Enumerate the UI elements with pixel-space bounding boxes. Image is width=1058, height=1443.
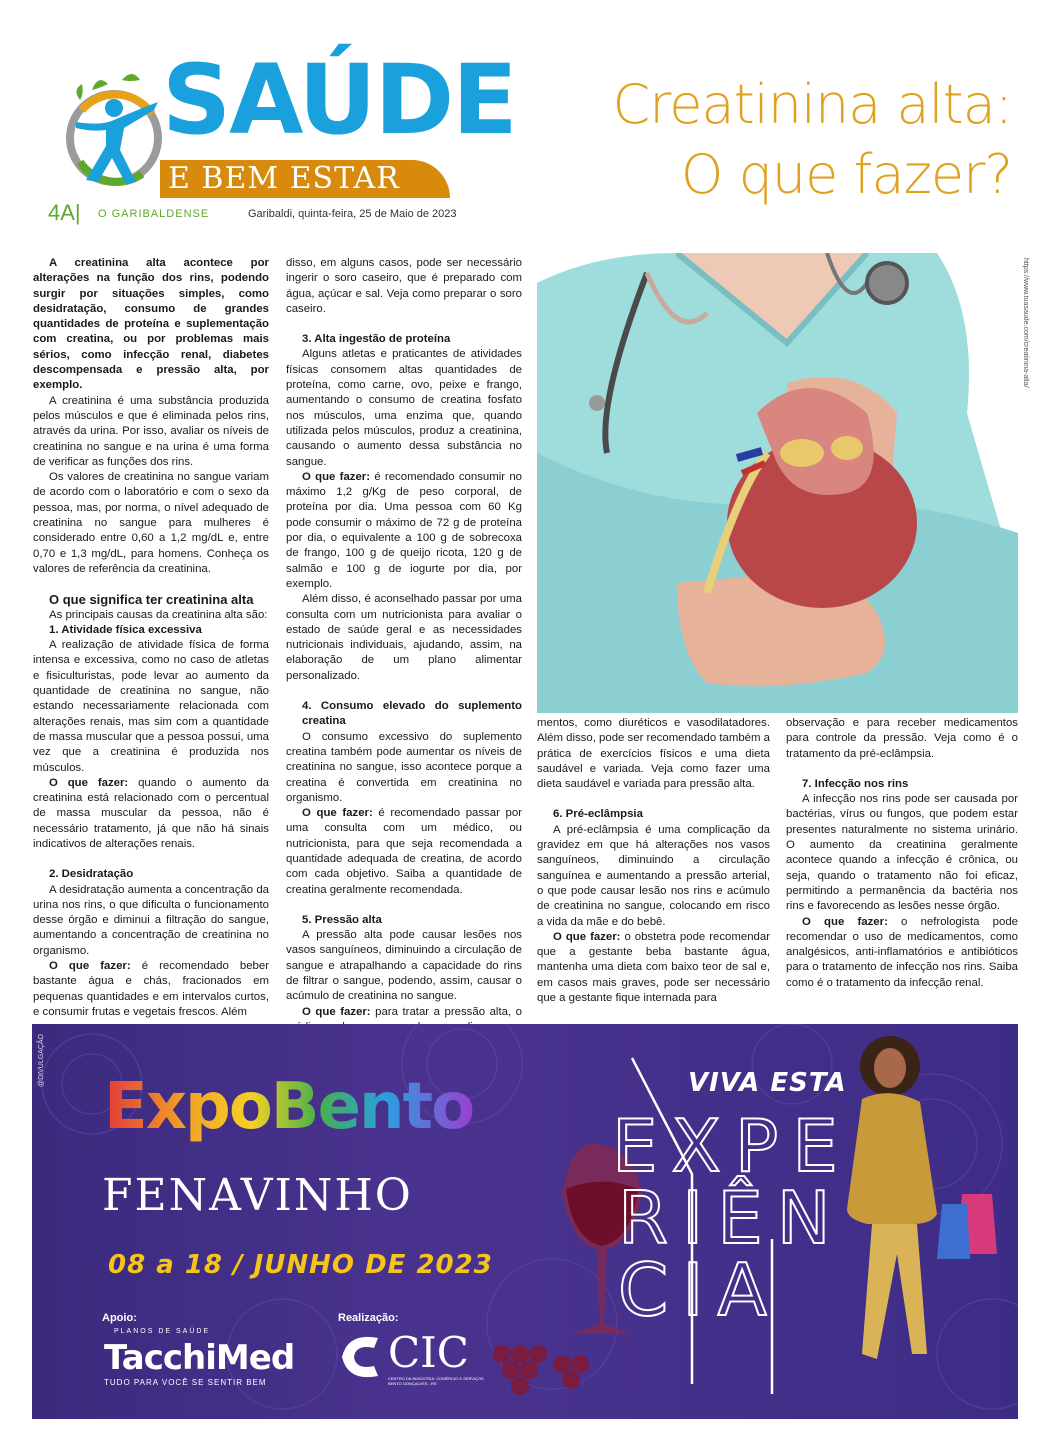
paragraph: Além disso, é aconselhado passar por uma consulta com um nutricionista para avaliar o estado de saúde geral e as necessidades nutricionais individuais, ajudando, assim, na elaboração de um plano alimentar personalizado. [286, 593, 522, 682]
section-subtitle: E BEM ESTAR [168, 161, 400, 196]
headline-line-2: O que fazer? [680, 143, 1012, 206]
dateline: Garibaldi, quinta-feira, 25 de Maio de 2023 [248, 208, 457, 220]
subheading: 3. Alta ingestão de proteína [302, 333, 451, 346]
expobento-logo-text: ExpoBento [104, 1070, 474, 1144]
page-number: 4A| [48, 200, 81, 225]
subheading: 6. Pré-eclâmpsia [553, 808, 643, 821]
cic-logo: CIC [388, 1328, 469, 1377]
paragraph: disso, em alguns casos, pode ser necessário ingerir o soro caseiro, que é preparado com água, açúcar e sal. Veja como preparar o soro caseiro. [286, 257, 522, 315]
tacchimed-logo: TacchiMed [104, 1338, 295, 1378]
realization-label: Realização: [338, 1312, 399, 1324]
support-label: Apoio: [102, 1312, 137, 1324]
tacchimed-slogan: TUDO PARA VOCÊ SE SENTIR BEM [104, 1378, 267, 1387]
paragraph: As principais causas da creatinina alta são: [49, 608, 268, 621]
what-to-do-label: O que fazer: [49, 960, 131, 973]
ad-photo-credit: @DIVULGAÇÃO [38, 1034, 45, 1088]
article-lead: A creatinina alta acontece por alterações na função dos rins, podendo surgir por situações simples, como desidratação, consumo de grandes quantidades de proteína e suplementação com creatina, ou por problemas mais sérios, como infecção renal, diabetes descompensada e pressão alta, por exemplo. [33, 257, 269, 392]
section-title: SAÚDE [162, 44, 516, 156]
article-column-4 [786, 716, 1018, 991]
logo-emblem [62, 70, 167, 190]
what-to-do-label: O que fazer: [302, 807, 373, 820]
what-to-do-label: O que fazer: [802, 915, 888, 928]
paragraph: A creatinina é uma substância produzida pelos músculos e que é eliminada pelos rins, através da urina. Por isso, avaliar os níveis de creatinina no sangue e na urina é uma forma de verificar as funções dos rins. [33, 394, 269, 468]
what-to-do-label: O que fazer: [302, 1005, 371, 1018]
paragraph: A pressão alta pode causar lesões nos vasos sanguíneos, diminuindo a circulação de sangue e atrapalhando a capacidade do rins de filtrar o sangue, podendo, assim, causar o acúmulo de creatinina no sangue. [286, 929, 522, 1003]
paragraph: Os valores de creatinina no sangue variam de acordo com o laboratório e com o sexo da pessoa, mas, por norma, o nível adequado de creatinina no sangue para mulheres é considerado entre 0,60 a 1,2 mg/dL e, entre 0,70 e 1,3 mg/dL, para homens. Conheça os valores de referência da creatinina. [33, 471, 269, 575]
word-row-3: CIA [618, 1248, 781, 1332]
paragraph: O que fazer: é recomendado passar por uma consulta com um médico, ou nutricionista, para que seja recomendada a quantidade adequada de creatina, de acordo com cada objetivo. Saiba a quantidade de creatina geralmente recomendada. [286, 807, 522, 896]
what-to-do-label: O que fazer: [553, 930, 621, 943]
paragraph: mentos, como diuréticos e vasodilatadores. Além disso, pode ser recomendado também a prática de exercícios físicos e uma dieta saudável e variada. Veja como fazer uma dieta saudável e variada para pressão alta. [537, 717, 770, 791]
paragraph: O que fazer: quando o aumento da creatinina está relacionado com o percentual de massa muscular da pessoa, não é necessário tratamento, já que não há sinais indicativos de alterações renais. [33, 776, 269, 850]
article-column-3 [537, 716, 770, 1006]
headline [613, 70, 1012, 210]
article-column-1 [33, 256, 269, 1020]
subheading: 5. Pressão alta [302, 913, 382, 926]
paragraph: O que fazer: o obstetra pode recomendar que a gestante beba bastante água, mantenha uma dieta com baixo teor de sal e, em casos mais graves, pode ser necessário que a gestante fique internada para [537, 930, 770, 1005]
paragraph: observação e para receber medicamentos para controle da pressão. Veja como é o tratamento da pré-eclâmpsia. [786, 717, 1018, 760]
kidney-model-photo [537, 253, 1018, 713]
photo-credit: https://www.tuasaude.com/creatinina-alta/ [1022, 258, 1029, 388]
word-row-1: EXPE [612, 1104, 852, 1188]
expobento-advertisement[interactable] [32, 1024, 1018, 1419]
paragraph: A pré-eclâmpsia é uma complicação da gravidez em que há alterações nos vasos sanguíneos, diminuindo a circulação sanguínea e aumentando a pressão arterial, o que pode causar lesão nos rins e acúmulo de creatinina no sangue, colocando em risco a vida da mãe e do bebê. [537, 823, 770, 928]
paragraph: A desidratação aumenta a concentração da urina nos rins, o que dificulta o funcionamento desse órgão e diminui a filtração do sangue, aumentando a concentração de creatinina no organismo. [33, 883, 269, 957]
paragraph: O que fazer: é recomendado consumir no máximo 1,2 g/Kg de peso corporal, de proteína por dia. Uma pessoa com 60 Kg pode consumir o máximo de 72 g de proteína por dia, o equivalente a 100 g de sobrecoxa de frango, 100 g de queijo ricota, 120 g de salmão e 100 g de iogurte por dia, por exemplo. [286, 470, 523, 590]
what-to-do-label: O que fazer: [302, 470, 371, 483]
cic-emblem-icon [338, 1332, 382, 1382]
subheading: 7. Infecção nos rins [802, 777, 909, 790]
event-dates: 08 a 18 / JUNHO DE 2023 [108, 1250, 493, 1280]
headline-line-1: Creatinina alta: [612, 73, 1012, 136]
what-to-do-label: O que fazer: [49, 776, 129, 789]
ad-big-word [612, 1104, 852, 1332]
subheading: 4. Consumo elevado do suplemento creatina [302, 700, 522, 728]
cic-small-label: CENTRO DA INDÚSTRIA, COMÉRCIO E SERVIÇOS BENTO GONÇALVES - RS [388, 1376, 484, 1386]
paragraph: A infecção nos rins pode ser causada por bactérias, vírus ou fungos, que podem estar presentes naturalmente no sistema urinário. O aumento da creatinina geralmente acontece quando a infecção é crônica, ou seja, quando o tratamento não foi eficaz, permitindo a permanência da bactéria nos rins e favorecendo as lesões nesse órgão. [786, 793, 1018, 913]
paragraph: O que fazer: é recomendado beber bastante água e chás, fracionados em pequenas quantidades e em intervalos curtos, e consumir frutas e vegetais frescos. Além [33, 960, 270, 1018]
paragraph: O que fazer: o nefrologista pode recomendar o uso de medicamentos, como analgésicos, anti-inflamatórios e antibióticos para o tratamento de infecção nos rins. Saiba como é o tratamento da infecção renal. [786, 915, 1018, 989]
paragraph: O que fazer: para tratar a pressão alta, o [302, 1005, 522, 1018]
word-row-2: RIÊN [618, 1176, 845, 1260]
paragraph: Alguns atletas e praticantes de atividades físicas consomem altas quantidades de proteína, como carne, ovo, peixe e frango, aumentando o consumo de creatina fosfato nos músculos, uma enzima que, quando utilizada pelos músculos, produz a creatinina, causando o aumento dessa substância no sangue. [286, 348, 522, 468]
expobento-logo [104, 1072, 473, 1142]
tacchimed-small-label: PLANOS DE SAÚDE [114, 1328, 211, 1335]
paragraph: A realização de atividade física de forma intensa e excessiva, como no caso de atletas e fisiculturistas, pode levar ao aumento da quantidade de creatinina no sangue, não estando necessariamente relacionada com alterações renais, mas sim com a quantidade de massa muscular que a pessoa possui, uma vez que a creatinina é produzida nos músculos. [33, 639, 269, 774]
subheading: 1. Atividade física excessiva [49, 623, 202, 636]
newspaper-name: O GARIBALDENSE [98, 208, 210, 220]
paragraph: O consumo excessivo do suplemento creatina também pode aumentar os níveis de creatinina no sangue, isso acontece porque a creatina é convertida em creatinina no organismo. [286, 730, 522, 804]
article-column-2 [286, 256, 522, 1035]
subheading: 2. Desidratação [49, 868, 134, 881]
fenavinho-logo: FENAVINHO [102, 1170, 413, 1221]
subheading: O que significa ter creatinina alta [49, 592, 254, 608]
ad-tagline: VIVA ESTA [688, 1068, 847, 1098]
